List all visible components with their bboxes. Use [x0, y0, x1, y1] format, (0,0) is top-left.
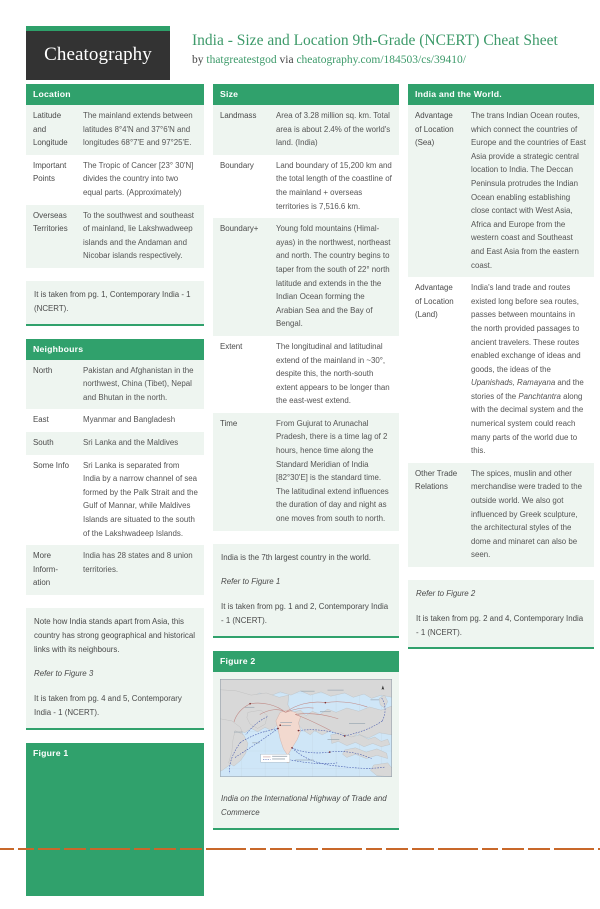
by-label: by — [192, 54, 204, 67]
table-row — [26, 409, 204, 432]
card-table — [26, 84, 204, 268]
card-heading: India and the World. — [408, 84, 594, 105]
table-row — [408, 463, 594, 567]
row-key: Boundary+ — [220, 224, 259, 234]
column-3 — [408, 84, 594, 909]
figure-image-wrap[interactable] — [213, 672, 399, 784]
table-row — [26, 455, 204, 546]
key-value-table — [213, 105, 399, 531]
row-key: Some Info — [33, 460, 69, 470]
table-row — [408, 277, 594, 463]
figure-placeholder — [26, 764, 204, 896]
table-row — [213, 413, 399, 531]
row-value: The longitudinal and latitudinal extend of the mainland in ~30°, despite this, the north-south extent appears to be longer than the east-west extend. — [276, 341, 390, 406]
row-key: Boundary — [220, 160, 254, 170]
card-heading: Neighbours — [26, 339, 204, 360]
row-value: Area of 3.28 million sq. km. Total area is about 2.4% of the world's land. (India) — [276, 111, 391, 148]
figure-reference: Refer to Figure 1 — [221, 577, 281, 587]
source-note — [213, 544, 399, 638]
table-row — [213, 336, 399, 413]
row-value: The spices, muslin and other merchandise were traded to the outside world. We also got influenced by Greek sculpture, the architectural styles of the dome and minaret can also be seen. — [471, 468, 582, 560]
key-value-table — [408, 105, 594, 567]
note-text: It is taken from pg. 1, Contemporary India - 1 (NCERT). — [34, 289, 191, 313]
figure-heading: Figure 1 — [26, 743, 204, 764]
page-title: India - Size and Location 9th-Grade (NCERT) Cheat Sheet — [192, 32, 558, 49]
row-key: Advantage of Location (Sea) — [415, 111, 454, 148]
key-value-table — [26, 360, 204, 595]
figure-reference: Refer to Figure 2 — [416, 589, 476, 598]
row-key: Extent — [220, 341, 243, 351]
byline — [192, 53, 558, 68]
figure-caption: India on the International Highway of Trade and Commerce — [213, 784, 399, 831]
card-table — [26, 339, 204, 595]
figure-card — [26, 743, 204, 896]
table-row — [26, 205, 204, 268]
note-text: It is taken from pg. 4 and 5, Contemporary India - 1 (NCERT). — [34, 694, 182, 718]
card-table — [213, 84, 399, 531]
source-note — [26, 608, 204, 730]
cheatography-logo[interactable] — [26, 26, 170, 80]
header-text — [170, 26, 558, 68]
row-value: India's land trade and routes existed long before sea routes, passes between mountains in the north provided passages to ancient travelers. These routes enabled exchange of ideas and goods, the ideas of the Upanishads, Ramayana and the stories of the Panchtantra along with the decimal system and the numerical system could reach many parts of the world due to this. — [471, 283, 584, 456]
row-key: Advantage of Location (Land) — [415, 283, 454, 320]
figure-card — [213, 651, 399, 830]
row-key: More Information — [33, 551, 59, 588]
logo-wordmark: Cheatography — [44, 43, 152, 65]
row-value: Sri Lanka is separated from India by a narrow channel of sea formed by the Palk Strait and the Gulf of Mannar, while Maldives Islands are situated to the south of the Lakshwadeep Islands. — [83, 460, 198, 538]
column-1 — [26, 84, 204, 909]
row-value: The Tropic of Cancer [23° 30'N] divides the country into two equal parts. (Approximately) — [83, 160, 194, 197]
row-key: South — [33, 437, 54, 447]
row-key: Latitude and Longitude — [33, 111, 68, 148]
note-text: India is the 7th largest country in the world. — [221, 552, 372, 562]
card-heading: Size — [213, 84, 399, 105]
row-value: Young fold mountains (Himalayas) in the northwest, northeast and north. The country begins to taper from the south of 22° north latitude and extends in the the Indian Ocean forming the Arabian Sea and the Bay of Bengal. — [276, 224, 391, 329]
table-row — [213, 218, 399, 336]
source-note — [26, 281, 204, 326]
key-value-table — [26, 105, 204, 268]
row-value: Sri Lanka and the Maldives — [83, 437, 179, 447]
row-key: Landmass — [220, 111, 257, 120]
trade-route-map — [220, 679, 392, 777]
column-2 — [213, 84, 399, 909]
note-text: Note how India stands apart from Asia, this country has strong geographical and historical links with its neighbours. — [34, 616, 195, 654]
row-value: Pakistan and Afghanistan in the northwest, China (Tibet), Nepal and Bhutan in the north. — [83, 365, 194, 402]
logo-underline-decoration — [0, 848, 600, 850]
row-value: Land boundary of 15,200 km and the total length of the coastline of the mainland + overseas territories is 7,516.6 km. — [276, 160, 392, 211]
row-value: The mainland extends between latitudes 8°4'N and 37°6'N and longitudes 68°7'E and 97°25'E. — [83, 111, 193, 148]
via-label: via — [279, 54, 294, 67]
row-value: Myanmar and Bangladesh — [83, 415, 176, 425]
source-url-link[interactable]: cheatography.com/184503/cs/39410/ — [296, 54, 466, 67]
content-columns — [0, 62, 600, 909]
row-key: Time — [220, 418, 238, 428]
card-heading: Location — [26, 84, 204, 105]
source-note — [408, 580, 594, 649]
author-link[interactable]: thatgreatestgod — [206, 54, 277, 67]
figure-reference: Refer to Figure 3 — [34, 669, 94, 679]
table-row — [213, 105, 399, 155]
page-header — [0, 0, 600, 67]
table-row — [213, 155, 399, 218]
row-key: Other Trade Relations — [415, 468, 458, 492]
row-value: To the southwest and southeast of mainland, lie Lakshwadweep islands and the Andaman and Nicobar islands respectively. — [83, 210, 194, 261]
table-row — [408, 105, 594, 277]
figure-heading: Figure 2 — [213, 651, 399, 672]
row-key: Overseas Territories — [33, 210, 68, 234]
row-value: From Gujurat to Arunachal Pradesh, there is a time lag of 2 hours, hence time along the Standard Meridian of India [82°30'E] is the standard time. The latitudinal extend influences the duration of day and night as one moves from south to north. — [276, 418, 389, 524]
row-key: Important Points — [33, 160, 67, 184]
map-legend — [261, 754, 290, 762]
table-row — [26, 545, 204, 595]
table-row — [26, 105, 204, 155]
card-table — [408, 84, 594, 567]
table-row — [26, 432, 204, 455]
table-row — [26, 360, 204, 410]
note-text: It is taken from pg. 2 and 4, Contemporary India - 1 (NCERT). — [416, 613, 584, 637]
row-value: The trans Indian Ocean routes, which connect the countries of Europe and the countries of East Asia provide a strategic central location to India. The Deccan Peninsula protrudes the Indian Ocean enabling establishing close contact with West Asia, Africa and Europe from the western coast and Southeast and East Asia from the eastern coast. — [471, 111, 586, 270]
note-text: It is taken from pg. 1 and 2, Contemporary India - 1 (NCERT). — [221, 602, 389, 626]
row-key: East — [33, 415, 49, 425]
table-row — [26, 155, 204, 205]
row-key: North — [33, 365, 53, 375]
row-value: India has 28 states and 8 union territories. — [83, 551, 193, 574]
